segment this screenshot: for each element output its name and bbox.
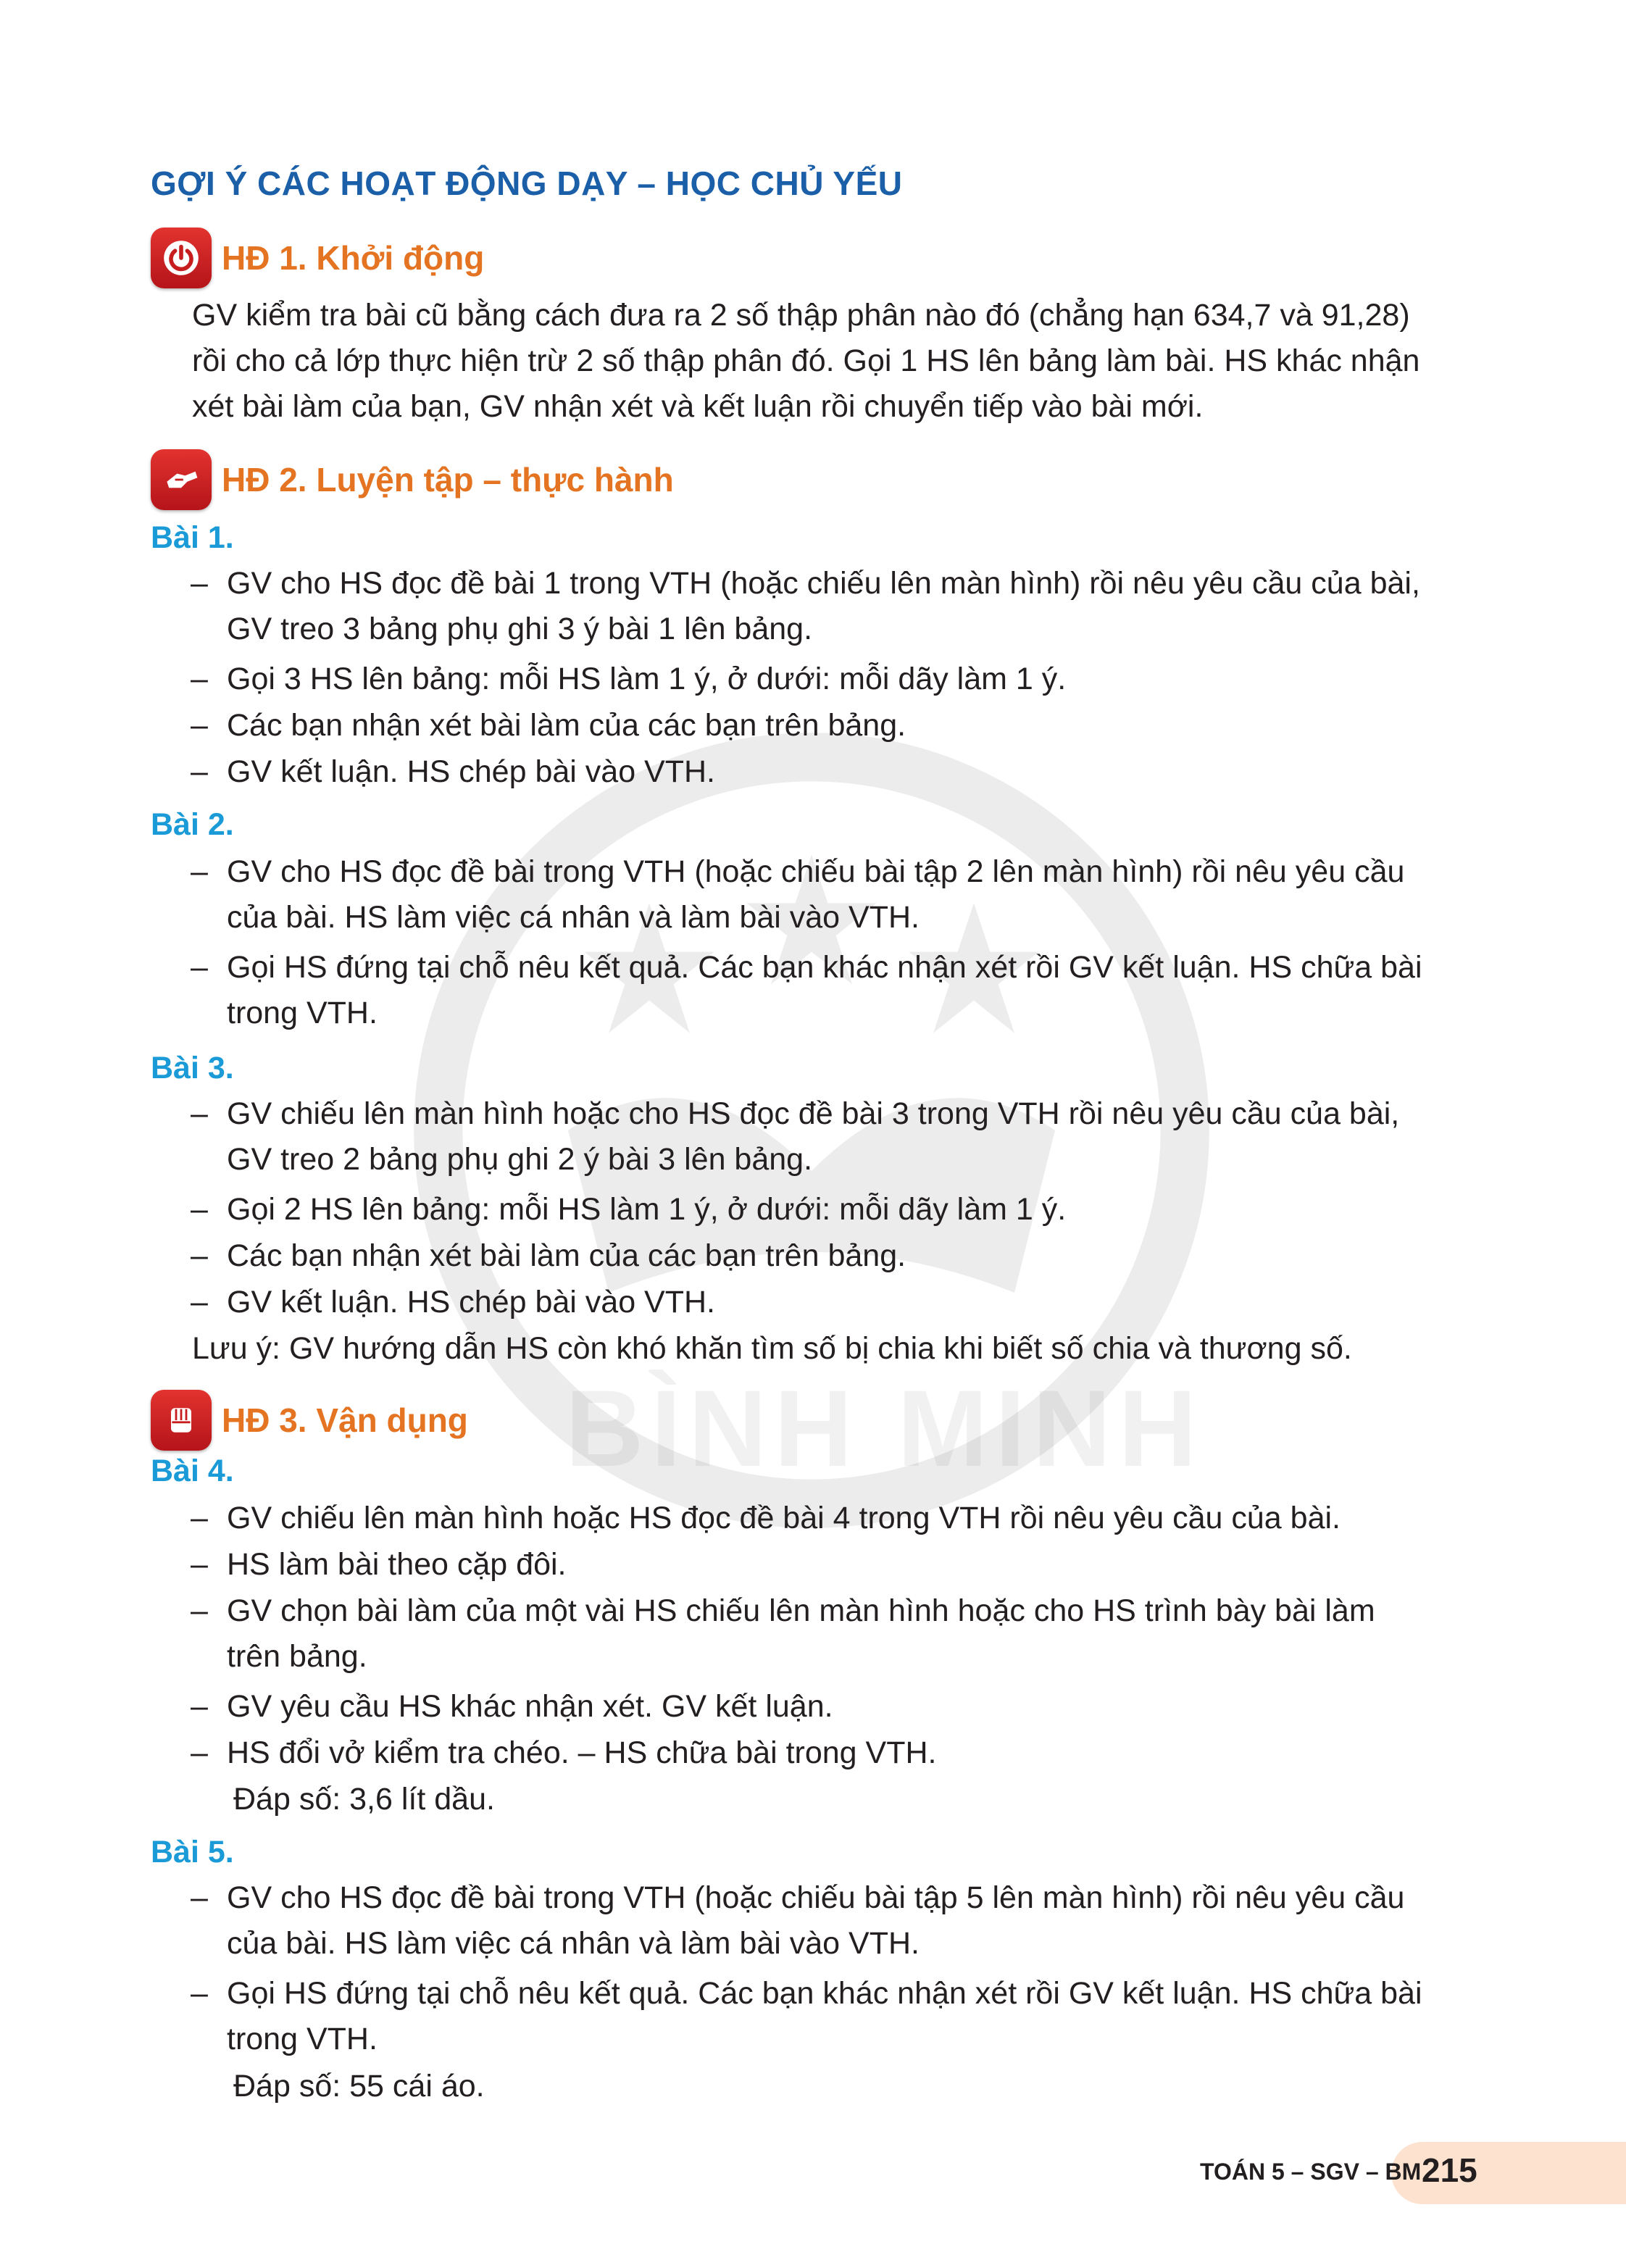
list-item xyxy=(191,1280,1489,1325)
dash: – xyxy=(191,1880,208,1915)
note: Lưu ý: GV hướng dẫn HS còn khó khăn tìm số bị chia khi biết số chia và thương số. xyxy=(192,1331,1352,1366)
list-item xyxy=(191,561,1489,652)
hd1-line: rồi cho cả lớp thực hiện trừ 2 số thập phân đó. Gọi 1 HS lên bảng làm bài. HS khác nhận xyxy=(192,343,1420,378)
bai3-label: Bài 3. xyxy=(151,1051,234,1085)
item-line: GV cho HS đọc đề bài 1 trong VTH (hoặc chiếu lên màn hình) rồi nêu yêu cầu của bài, xyxy=(227,566,1420,601)
hd1-title: HĐ 1. Khởi động xyxy=(222,239,485,277)
dash: – xyxy=(191,1096,208,1131)
dash: – xyxy=(191,566,208,601)
bai2-label: Bài 2. xyxy=(151,807,234,842)
dash: – xyxy=(191,754,208,789)
item-line: GV cho HS đọc đề bài trong VTH (hoặc chiếu bài tập 5 lên màn hình) rồi nêu yêu cầu xyxy=(227,1880,1405,1915)
list-item xyxy=(191,1542,1489,1588)
dash: – xyxy=(191,1976,208,2011)
list-item xyxy=(191,1187,1489,1233)
dash: – xyxy=(191,1689,208,1724)
dash: – xyxy=(191,1735,208,1770)
hd3-heading xyxy=(151,1390,468,1451)
dash: – xyxy=(191,950,208,985)
dash: – xyxy=(191,854,208,889)
item-line: trên bảng. xyxy=(227,1639,367,1674)
item-line: GV treo 3 bảng phụ ghi 3 ý bài 1 lên bảng. xyxy=(227,612,813,646)
item-line: Gọi 2 HS lên bảng: mỗi HS làm 1 ý, ở dưới: mỗi dãy làm 1 ý. xyxy=(227,1192,1067,1227)
answer: Đáp số: 55 cái áo. xyxy=(233,2069,485,2104)
power-icon xyxy=(151,228,212,288)
dash: – xyxy=(191,1593,208,1628)
item-line: Các bạn nhận xét bài làm của các bạn trên bảng. xyxy=(227,1238,906,1273)
list-item xyxy=(191,1233,1489,1279)
item-line: trong VTH. xyxy=(227,2022,378,2056)
item-line: GV chiếu lên màn hình hoặc HS đọc đề bài 4 trong VTH rồi nêu yêu cầu của bài. xyxy=(227,1501,1341,1535)
dash: – xyxy=(191,1192,208,1227)
item-line: Gọi HS đứng tại chỗ nêu kết quả. Các bạn khác nhận xét rồi GV kết luận. HS chữa bài xyxy=(227,950,1422,985)
hd1-heading xyxy=(151,228,484,288)
hands-icon xyxy=(151,449,212,510)
dash: – xyxy=(191,662,208,696)
item-line: GV kết luận. HS chép bài vào VTH. xyxy=(227,1285,715,1319)
list-item xyxy=(191,703,1489,749)
item-line: HS đổi vở kiểm tra chéo. – HS chữa bài trong VTH. xyxy=(227,1735,937,1770)
item-line: Gọi 3 HS lên bảng: mỗi HS làm 1 ý, ở dưới: mỗi dãy làm 1 ý. xyxy=(227,662,1067,696)
item-line: trong VTH. xyxy=(227,996,378,1030)
answer: Đáp số: 3,6 lít dầu. xyxy=(233,1782,495,1817)
list-item xyxy=(191,749,1489,795)
dash: – xyxy=(191,1238,208,1273)
list-item xyxy=(191,945,1489,1036)
item-line: của bài. HS làm việc cá nhân và làm bài vào VTH. xyxy=(227,900,920,935)
hd1-paragraph xyxy=(192,293,1489,430)
list-item xyxy=(191,1588,1489,1680)
dash: – xyxy=(191,708,208,743)
list-item xyxy=(191,1971,1489,2062)
list-item xyxy=(191,1730,1489,1776)
hd2-heading xyxy=(151,449,674,510)
hd2-title: HĐ 2. Luyện tập – thực hành xyxy=(222,461,674,499)
page-number: 215 xyxy=(1422,2151,1477,2189)
bai5-label: Bài 5. xyxy=(151,1835,234,1869)
item-line: GV chọn bài làm của một vài HS chiếu lên màn hình hoặc cho HS trình bày bài làm xyxy=(227,1593,1375,1628)
list-item xyxy=(191,849,1489,941)
item-line: GV chiếu lên màn hình hoặc cho HS đọc đề bài 3 trong VTH rồi nêu yêu cầu của bài, xyxy=(227,1096,1400,1131)
list-item xyxy=(191,1091,1489,1183)
list-item xyxy=(191,1684,1489,1730)
item-line: Các bạn nhận xét bài làm của các bạn trên bảng. xyxy=(227,708,906,743)
list-item xyxy=(191,1496,1489,1541)
footer-label: TOÁN 5 – SGV – BM xyxy=(1200,2159,1422,2185)
item-line: của bài. HS làm việc cá nhân và làm bài vào VTH. xyxy=(227,1926,920,1961)
hd3-title: HĐ 3. Vận dụng xyxy=(222,1401,468,1439)
item-line: Gọi HS đứng tại chỗ nêu kết quả. Các bạn khác nhận xét rồi GV kết luận. HS chữa bài xyxy=(227,1976,1422,2011)
bai1-label: Bài 1. xyxy=(151,520,234,555)
dash: – xyxy=(191,1501,208,1535)
page-title: GỢI Ý CÁC HOẠT ĐỘNG DẠY – HỌC CHỦ YẾU xyxy=(151,164,903,202)
list-item xyxy=(191,1875,1489,1967)
item-line: GV kết luận. HS chép bài vào VTH. xyxy=(227,754,715,789)
item-line: GV treo 2 bảng phụ ghi 2 ý bài 3 lên bảng. xyxy=(227,1142,813,1177)
dash: – xyxy=(191,1547,208,1582)
item-line: GV cho HS đọc đề bài trong VTH (hoặc chiếu bài tập 2 lên màn hình) rồi nêu yêu cầu xyxy=(227,854,1405,889)
hd1-line: GV kiểm tra bài cũ bằng cách đưa ra 2 số thập phân nào đó (chẳng hạn 634,7 và 91,28) xyxy=(192,298,1410,333)
hd1-line: xét bài làm của bạn, GV nhận xét và kết luận rồi chuyển tiếp vào bài mới. xyxy=(192,389,1204,424)
item-line: GV yêu cầu HS khác nhận xét. GV kết luận. xyxy=(227,1689,833,1724)
fist-icon xyxy=(151,1390,212,1451)
bai4-label: Bài 4. xyxy=(151,1454,234,1488)
watermark-text: BÌNH MINH xyxy=(565,1367,1204,1489)
item-line: HS làm bài theo cặp đôi. xyxy=(227,1547,567,1582)
dash: – xyxy=(191,1285,208,1319)
list-item xyxy=(191,656,1489,702)
